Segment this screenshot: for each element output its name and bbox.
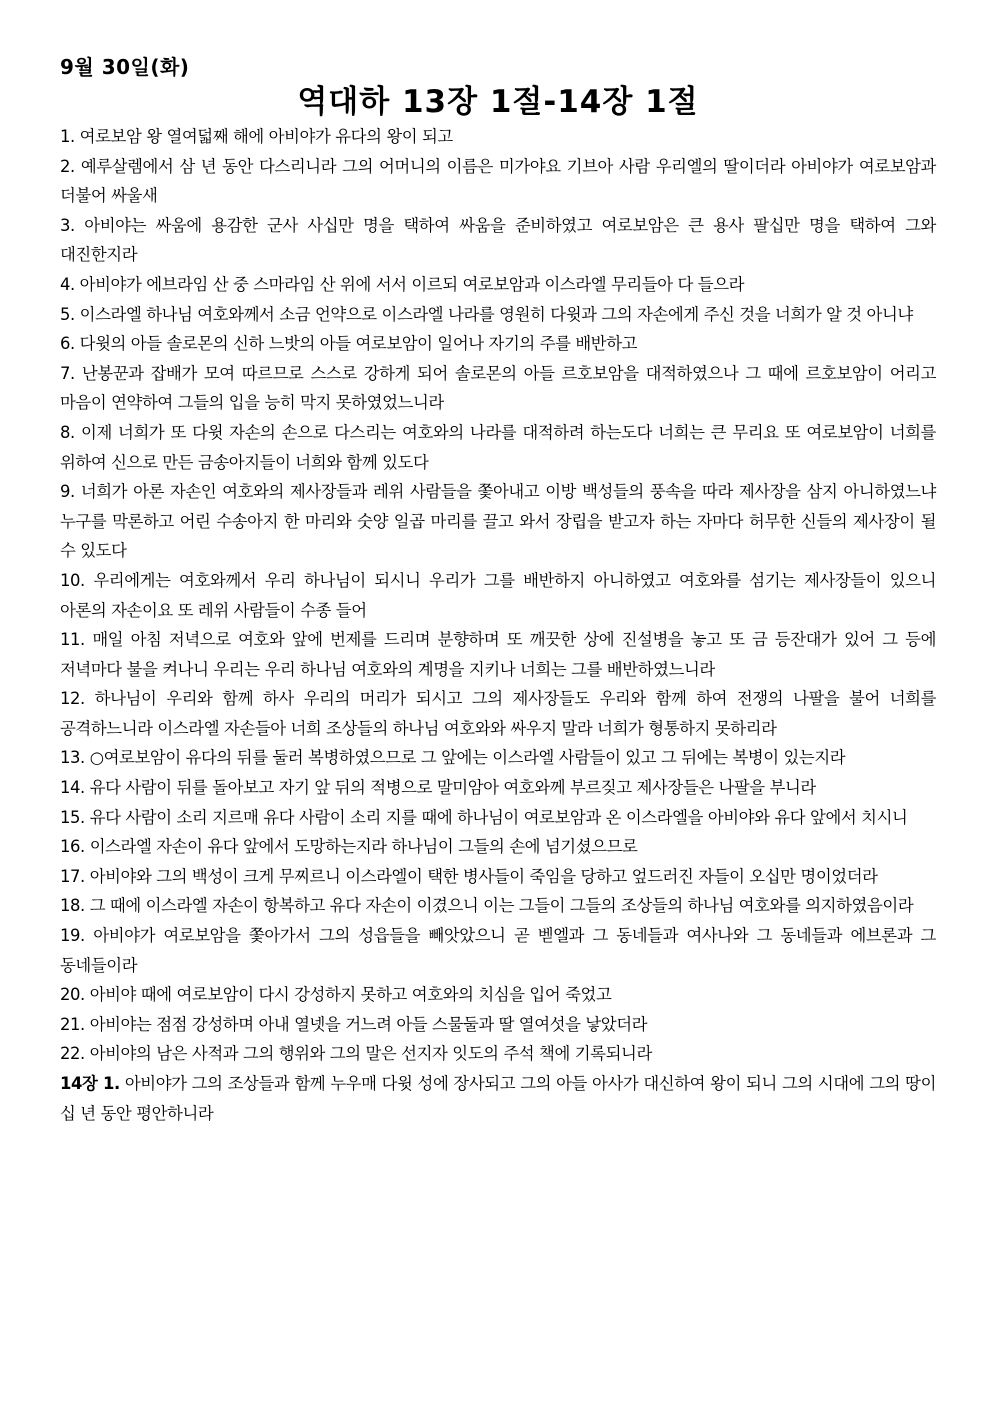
verse-number: 16.: [60, 837, 85, 857]
verse-number: 15.: [60, 807, 85, 827]
verse-item: [60, 921, 936, 980]
verse-number: 19.: [60, 926, 85, 946]
verse-text: 이스라엘 자손이 유다 앞에서 도망하는지라 하나님이 그들의 손에 넘기셨으므로: [89, 837, 638, 857]
verse-item: [60, 270, 936, 300]
verse-item: [60, 300, 936, 330]
verse-number: 22.: [60, 1044, 85, 1064]
verse-text: 아비야 때에 여로보암이 다시 강성하지 못하고 여호와의 치심을 입어 죽었고: [89, 985, 612, 1005]
document-page: [60, 52, 936, 1128]
verse-number: 13.: [60, 748, 85, 768]
verse-text: 아비야의 남은 사적과 그의 행위와 그의 말은 선지자 잇도의 주석 책에 기록되니라: [89, 1044, 652, 1064]
verse-text: 우리에게는 여호와께서 우리 하나님이 되시니 우리가 그를 배반하지 아니하였고 여호와를 섬기는 제사장들이 있으니 아론의 자손이요 또 레위 사람들이 수종 들어: [60, 570, 937, 620]
verse-item: [60, 359, 936, 418]
verse-number: 20.: [60, 985, 85, 1005]
verse-text: 예루살렘에서 삼 년 동안 다스리니라 그의 어머니의 이름은 미가야요 기브아 사람 우리엘의 딸이더라 아비야가 여로보암과 더불어 싸울새: [60, 156, 936, 206]
verse-number: 21.: [60, 1014, 85, 1034]
verse-text: 여로보암 왕 열여덟째 해에 아비야가 유다의 왕이 되고: [79, 127, 453, 146]
verse-number: 11.: [60, 630, 85, 650]
verse-item: [60, 329, 936, 359]
verse-text: 이스라엘 하나님 여호와께서 소금 언약으로 이스라엘 나라를 영원히 다윗과 그의 자손에게 주신 것을 너희가 알 것 아니냐: [79, 304, 913, 324]
verse-item: [60, 773, 936, 803]
verse-number: 18.: [60, 896, 85, 916]
verse-item: [60, 1039, 936, 1069]
verse-item: [60, 743, 936, 773]
verse-item: [60, 1069, 936, 1128]
verse-text: 난봉꾼과 잡배가 모여 따르므로 스스로 강하게 되어 솔로몬의 아들 르호보암을 대적하였으나 그 때에 르호보암이 어리고 마음이 연약하여 그들의 입을 능히 막지 못하였었느니라: [60, 363, 936, 413]
verse-text: 아비야가 에브라임 산 중 스마라임 산 위에 서서 이르되 여로보암과 이스라엘 무리들아 다 들으라: [79, 274, 745, 294]
verse-number: 4.: [60, 274, 75, 294]
verse-number: 17.: [60, 866, 85, 886]
verse-item: [60, 152, 936, 211]
verse-number: 5.: [60, 304, 75, 324]
verse-number: 6.: [60, 334, 75, 354]
verse-number: 8.: [60, 422, 75, 442]
verse-number: 7.: [60, 363, 75, 383]
verse-text: 아비야가 그의 조상들과 함께 누우매 다윗 성에 장사되고 그의 아들 아사가 대신하여 왕이 되니 그의 시대에 그의 땅이 십 년 동안 평안하니라: [60, 1074, 936, 1123]
page-title: 역대하 13장 1절-14장 1절: [297, 84, 699, 120]
verse-list: [60, 122, 936, 1128]
verse-text: 매일 아침 저녁으로 여호와 앞에 번제를 드리며 분향하며 또 깨끗한 상에 진설병을 놓고 또 금 등잔대가 있어 그 등에 저녁마다 불을 켜나니 우리는 우리 하나님 여호와의 계명을 지키나 너희는 그를 배반하였느니라: [60, 630, 937, 679]
verse-text: 아비야가 여로보암을 쫓아가서 그의 성읍들을 빼앗았으니 곧 벧엘과 그 동네들과 여사나와 그 동네들과 에브론과 그 동네들이라: [60, 926, 936, 975]
verse-item: [60, 211, 936, 270]
verse-item: [60, 891, 936, 921]
verse-item: [60, 803, 936, 833]
verse-item: [60, 1010, 936, 1040]
verse-number: 14.: [60, 778, 85, 798]
verse-number: 9.: [60, 482, 75, 502]
verse-item: [60, 684, 936, 743]
verse-item: [60, 566, 936, 625]
verse-text: 하나님이 우리와 함께 하사 우리의 머리가 되시고 그의 제사장들도 우리와 함께 하여 전쟁의 나팔을 불어 너희를 공격하느니라 이스라엘 자손들아 너희 조상들의 하나님 여호와와 싸우지 말라 너희가 형통하지 못하리라: [60, 689, 936, 738]
verse-text: 아비야와 그의 백성이 크게 무찌르니 이스라엘이 택한 병사들이 죽임을 당하고 엎드러진 자들이 오십만 명이었더라: [89, 866, 878, 886]
verse-item: [60, 122, 936, 152]
verse-text: 너희가 아론 자손인 여호와의 제사장들과 레위 사람들을 쫓아내고 이방 백성들의 풍속을 따라 제사장을 삼지 아니하였느냐 누구를 막론하고 어린 수송아지 한 마리와 숫양 일곱 마리를 끌고 와서 장립을 받고자 하는 자마다 허무한 신들의 제사장이 될 수 있도다: [60, 482, 936, 561]
verse-text: 유다 사람이 뒤를 돌아보고 자기 앞 뒤의 적병으로 말미암아 여호와께 부르짖고 제사장들은 나팔을 부니라: [89, 778, 816, 798]
verse-number: 2.: [60, 156, 75, 176]
reading-date: 9월 30일(화): [60, 55, 190, 79]
verse-item: [60, 980, 936, 1010]
verse-number: 10.: [60, 570, 85, 590]
verse-number: 1.: [60, 127, 75, 146]
verse-text: 그 때에 이스라엘 자손이 항복하고 유다 자손이 이겼으니 이는 그들이 그들의 조상들의 하나님 여호와를 의지하였음이라: [89, 896, 914, 916]
verse-item: [60, 477, 936, 566]
verse-text: 유다 사람이 소리 지르매 유다 사람이 소리 지를 때에 하나님이 여로보암과 온 이스라엘을 아비야와 유다 앞에서 치시니: [89, 807, 908, 827]
verse-item: [60, 625, 936, 684]
verse-number: 12.: [60, 689, 85, 709]
verse-text: 아비야는 점점 강성하며 아내 열넷을 거느려 아들 스물둘과 딸 열여섯을 낳았더라: [89, 1014, 648, 1034]
verse-text: 다윗의 아들 솔로몬의 신하 느밧의 아들 여로보암이 일어나 자기의 주를 배반하고: [79, 334, 638, 354]
verse-item: [60, 832, 936, 862]
verse-text: 아비야는 싸움에 용감한 군사 사십만 명을 택하여 싸움을 준비하였고 여로보암은 큰 용사 팔십만 명을 택하여 그와 대진한지라: [60, 215, 936, 265]
verse-number: 3.: [60, 215, 75, 235]
verse-text: ○여로보암이 유다의 뒤를 둘러 복병하였으므로 그 앞에는 이스라엘 사람들이 있고 그 뒤에는 복병이 있는지라: [89, 748, 846, 768]
verse-text: 이제 너희가 또 다윗 자손의 손으로 다스리는 여호와의 나라를 대적하려 하는도다 너희는 큰 무리요 또 여로보암이 너희를 위하여 신으로 만든 금송아지들이 너희와 함께 있도다: [60, 422, 936, 472]
verse-item: [60, 862, 936, 892]
verse-item: [60, 418, 936, 477]
verse-number: 14장 1.: [60, 1074, 120, 1093]
